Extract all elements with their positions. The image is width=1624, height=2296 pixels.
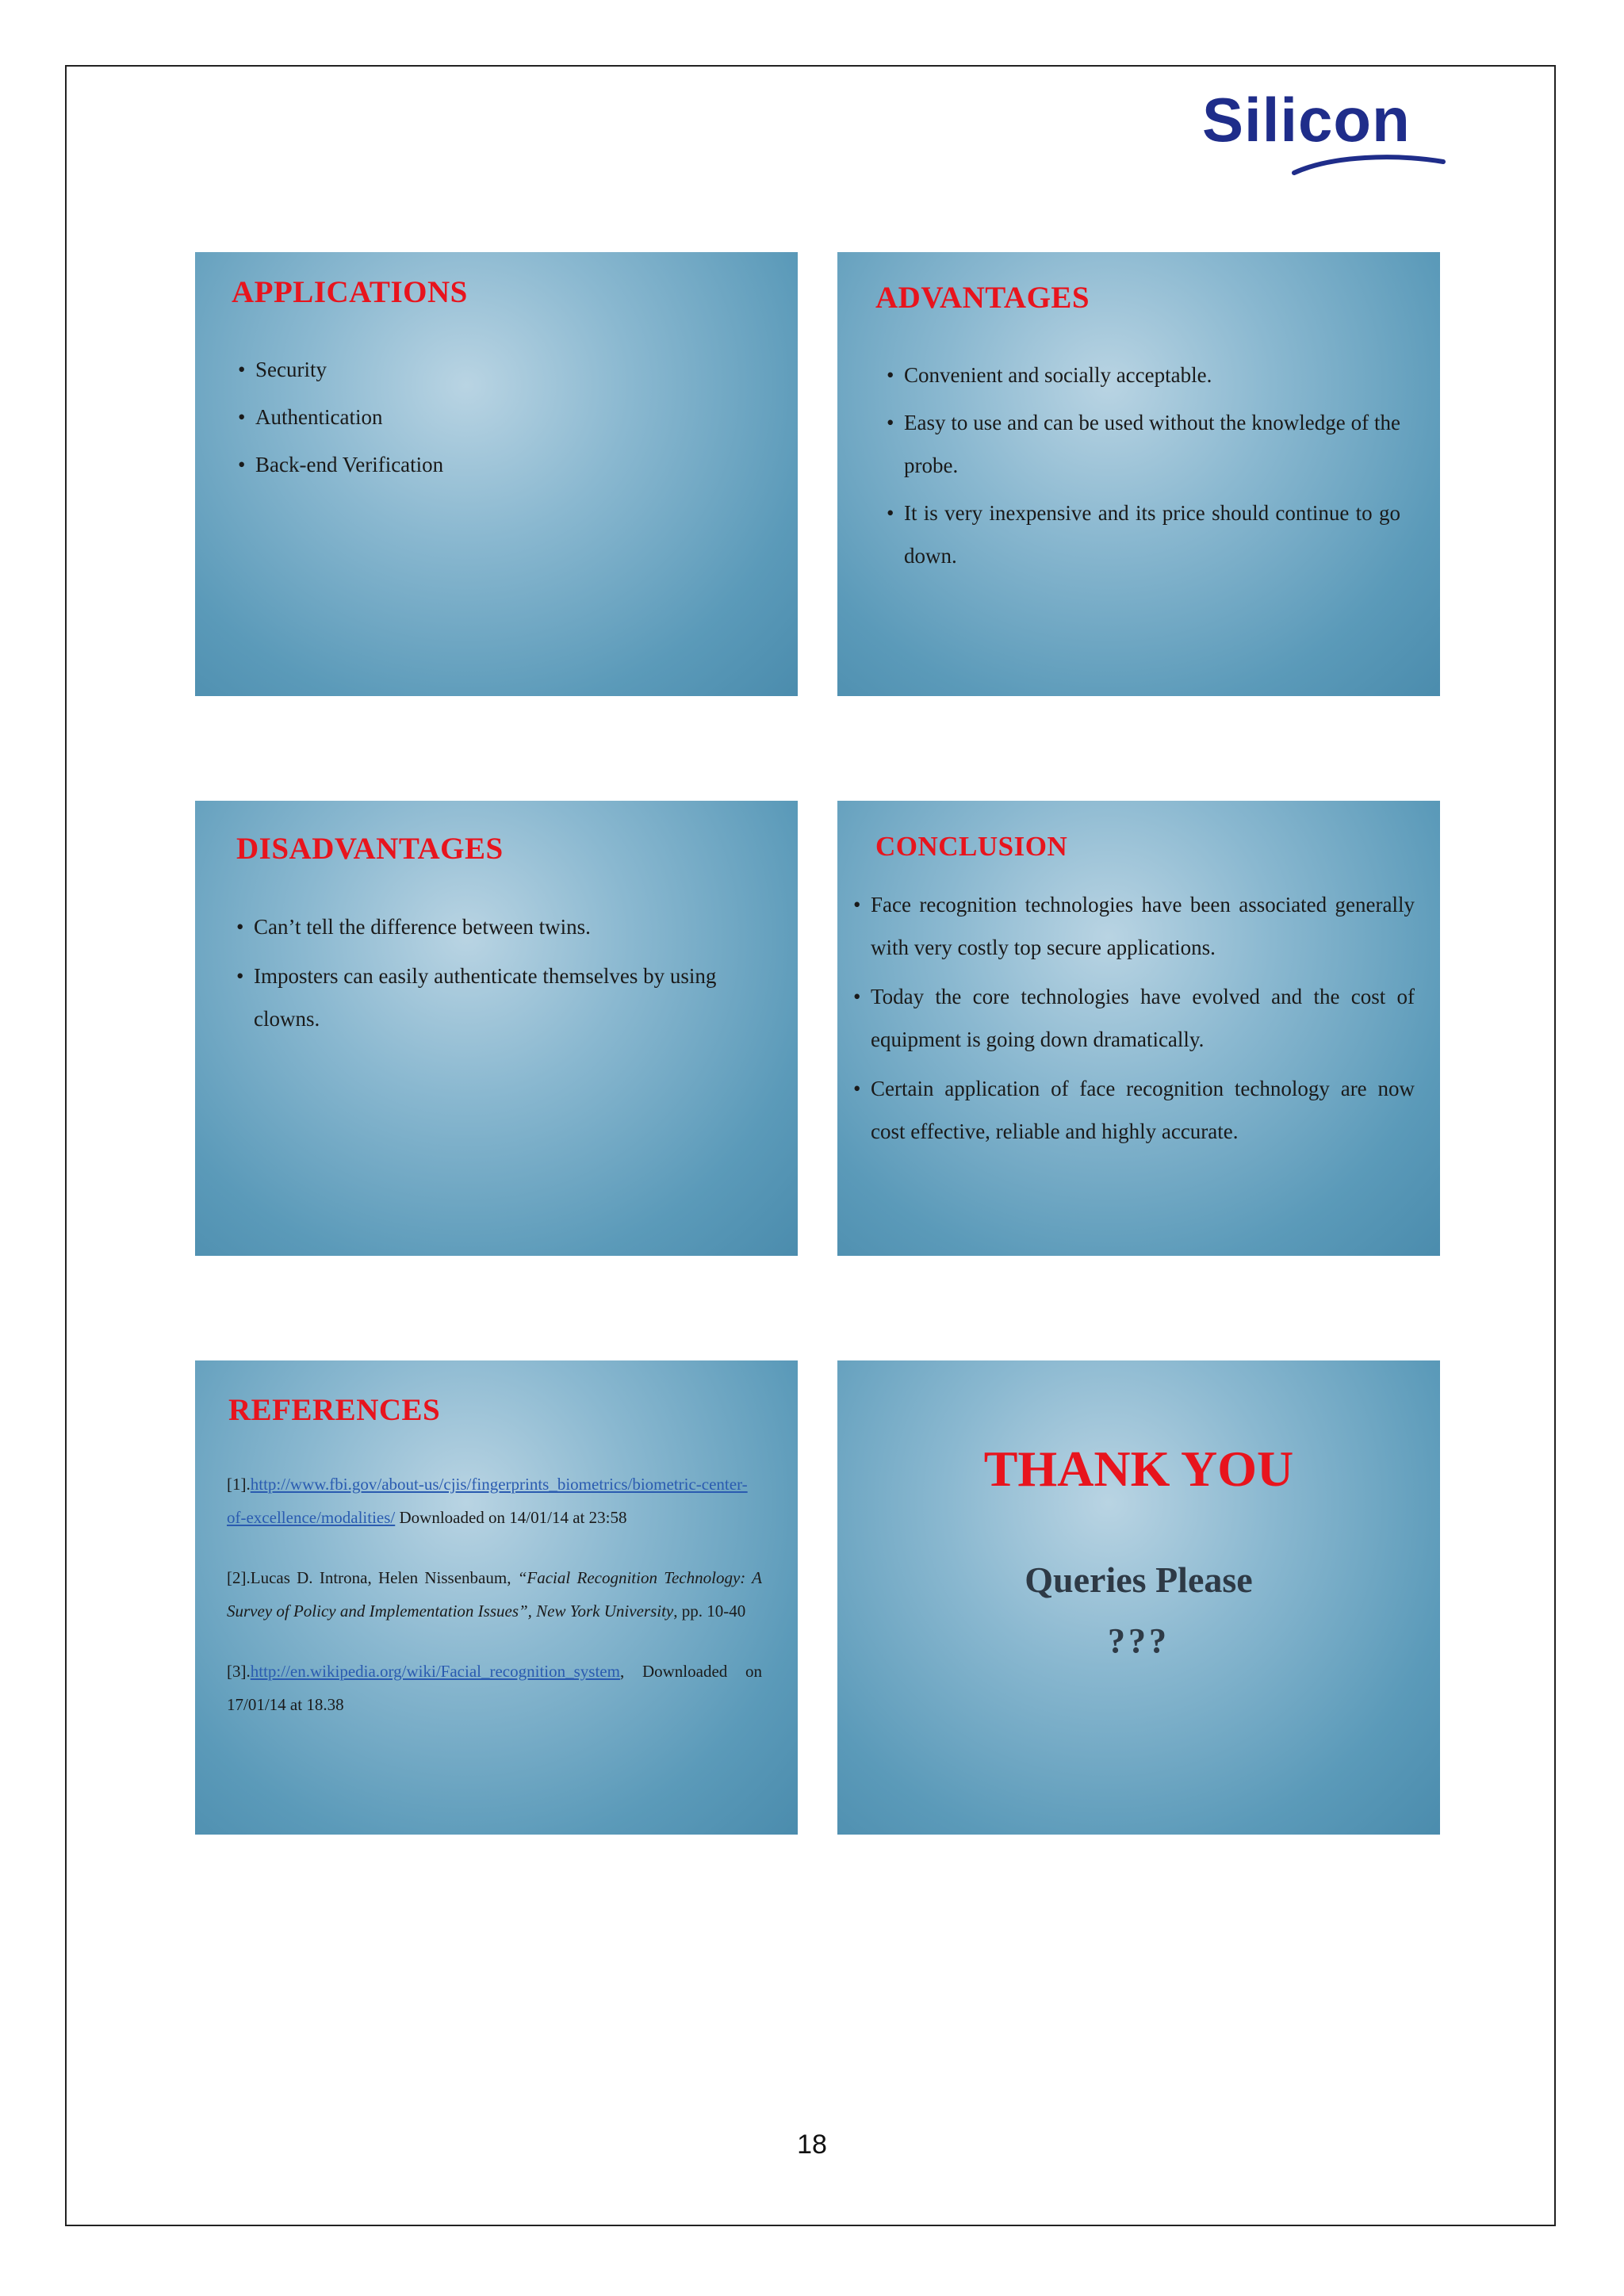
list-item: • Security [238,346,745,393]
reference-item [227,1561,762,1628]
list-item: • Face recognition technologies have been associated generally with very costly top secure applications. [853,883,1415,969]
slide-applications [195,252,798,696]
reference-suffix: Downloaded on 14/01/14 at 23:58 [395,1508,627,1527]
list-item: • Convenient and socially acceptable. [887,354,1400,396]
reference-prefix: [2].Lucas D. Introna, Helen Nissenbaum, [227,1568,518,1587]
reference-list [227,1468,762,1748]
reference-title: “Facial Recognition Technology: A Survey of Policy and Implementation Issues”, New York University [227,1568,762,1621]
reference-link[interactable]: http://en.wikipedia.org/wiki/Facial_recognition_system [250,1662,620,1681]
logo-text: Silicon [1202,85,1411,155]
list-item: • Imposters can easily authenticate themselves by using clowns. [236,955,760,1040]
list-item: • Back-end Verification [238,441,745,488]
slide-references [195,1360,798,1835]
slide-title: DISADVANTAGES [236,832,504,866]
slide-thank-you [837,1360,1440,1835]
reference-prefix: [3]. [227,1662,251,1681]
logo-swoosh-icon [1197,85,1451,184]
slide-title: REFERENCES [228,1393,441,1427]
slide-disadvantages [195,801,798,1256]
reference-suffix: , pp. 10-40 [673,1601,746,1621]
list-item: • Today the core technologies have evolved and the cost of equipment is going down dramatically. [853,975,1415,1061]
list-item: • Can’t tell the difference between twins. [236,905,760,948]
reference-prefix: [1]. [227,1475,251,1494]
reference-link[interactable]: http://www.fbi.gov/about-us/cjis/fingerprints_biometrics/biometric-center-of-excellence/modalities/ [227,1475,748,1527]
reference-suffix: , Downloaded on 17/01/14 at 18.38 [227,1662,762,1714]
slide-conclusion [837,801,1440,1256]
list-item: • It is very inexpensive and its price should continue to go down. [887,492,1400,577]
bullet-list [236,905,760,1040]
slide-title: APPLICATIONS [232,275,468,309]
list-item: • Certain application of face recognition technology are now cost effective, reliable and highly accurate. [853,1067,1415,1153]
slide-title: CONCLUSION [875,831,1068,862]
page-number: 18 [797,2130,827,2160]
bullet-list [853,883,1415,1153]
bullet-list [238,346,745,488]
list-item: • Authentication [238,393,745,441]
question-marks: ??? [1108,1621,1170,1660]
bullet-list [887,354,1400,577]
slide-title: ADVANTAGES [875,281,1090,315]
reference-item [227,1655,762,1721]
thank-you-title: THANK YOU [983,1441,1294,1497]
queries-text: Queries Please [1025,1559,1253,1600]
slide-advantages [837,252,1440,696]
reference-item [227,1468,762,1534]
silicon-logo [1197,85,1451,184]
list-item: • Easy to use and can be used without the knowledge of the probe. [887,401,1400,487]
